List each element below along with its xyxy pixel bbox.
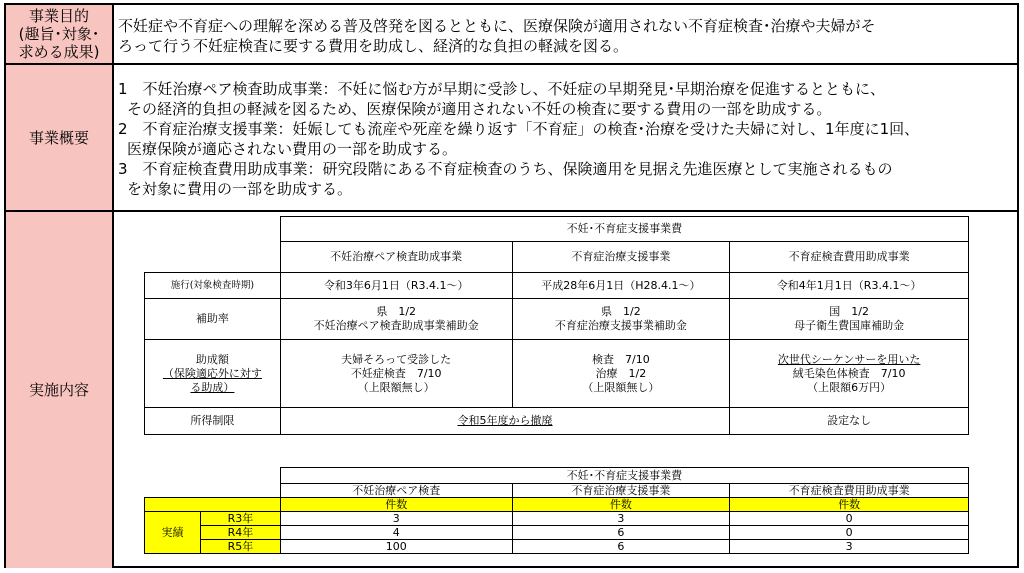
cell-line: （保険適応外に対す [162,366,262,380]
blank-cell [145,242,281,273]
document-frame [4,3,1019,568]
cell-line: 絨毛染色体検査 7/10 [792,366,906,380]
table-cell [512,299,730,340]
group-header: 不妊･不育症支援事業費 [280,217,968,242]
overview-content [118,65,1009,210]
results-table [144,467,969,554]
table-cell: 6 [512,540,730,554]
overview-label-text: 事業概要 [28,128,89,147]
column-header: 不妊治療ペア検査助成事業 [280,242,512,273]
cell-line: 不妊治療ペア検査助成事業補助金 [313,319,479,332]
overview-row [6,65,1017,212]
cell-line: 不育症治療支援事業補助金 [554,319,687,332]
row-label-period: 施行(対象検査時期) [145,273,281,299]
year-label: R5年 [200,540,280,554]
blank-cell [145,498,281,512]
year-label: R4年 [200,526,280,540]
table-cell: 3 [730,540,969,554]
row-label-amount [145,340,281,408]
overview-item [118,79,1009,119]
purpose-text-line: 不妊症や不育症への理解を深める普及啓発を図るとともに、医療保険が適用されない不育症検査･治療や夫婦がそ [118,17,876,35]
table-cell: 平成28年6月1日（H28.4.1～） [512,273,730,299]
overview-item [118,159,1009,199]
overview-item-line: を対象に費用の一部を助成する。 [127,180,353,198]
table-cell: 3 [512,512,730,526]
cell-line: 次世代シーケンサーを用いた [777,352,921,366]
details-label-text: 実施内容 [28,381,89,399]
column-header: 不育症治療支援事業 [512,242,730,273]
overview-item-line: 医療保険が適応されない費用の一部を助成する。 [127,140,458,158]
cell-line: 治療 1/2 [595,366,647,380]
row-label-income: 所得制限 [145,408,281,435]
table-cell [280,340,512,408]
blank-cell [145,468,281,484]
overview-item [118,119,1009,159]
table-cell: 令和3年6月1日（R3.4.1～） [280,273,512,299]
cell-line: 夫婦そろって受診した [341,352,452,366]
details-content [118,212,1009,568]
column-header: 不妊治療ペア検査 [280,484,512,498]
year-label: R3年 [200,512,280,526]
table-cell: 100 [280,540,512,554]
table-cell: 0 [730,526,969,540]
column-header: 不育症検査費用助成事業 [730,484,969,498]
cell-line: 県 1/2 [376,305,417,318]
purpose-label-line: 事業目的 [28,7,89,25]
purpose-label-line: (趣旨･対象･ [18,25,100,43]
purpose-text-line: ろって行う不妊症検査に要する費用を助成し、経済的な負担の軽減を図る。 [118,37,629,55]
table-cell: 令和4年1月1日（R3.4.1～） [730,273,969,299]
cell-line: 母子衛生費国庫補助金 [794,319,905,332]
table-cell: 0 [730,512,969,526]
count-header: 件数 [730,498,969,512]
table-cell [280,299,512,340]
details-row [6,212,1017,568]
count-header: 件数 [280,498,512,512]
results-group-label: 実績 [145,512,201,554]
overview-item-line: 2 不育症治療支援事業：妊娠しても流産や死産を繰り返す「不育症」の検査･治療を受けた夫婦に対し、1年度に1回、 [118,120,920,138]
purpose-row [6,5,1017,65]
blank-cell [145,217,281,242]
overview-label [6,65,114,210]
table-cell [730,299,969,340]
program-table [144,216,969,435]
cell-line: 検査 7/10 [592,352,650,366]
table-cell: 6 [512,526,730,540]
purpose-label [6,5,114,63]
cell-line: 助成額 [195,352,229,366]
overview-item-line: 3 不育症検査費用助成事業：研究段階にある不育症検査のうち、保険適用を見据え先進医療として実施されるもの [118,160,893,178]
table-cell: 令和5年度から撤廃 [280,408,729,435]
blank-cell [145,484,281,498]
cell-line: （上限額無し） [357,380,435,394]
column-header: 不育症治療支援事業 [512,484,730,498]
cell-line: 不妊症検査 7/10 [350,366,442,380]
cell-line: （上限額6万円） [807,380,892,394]
group-header: 不妊･不育症支援事業費 [280,468,968,484]
cell-line: る助成） [190,380,235,394]
table-cell [512,340,730,408]
cell-line: （上限額無し） [582,380,660,394]
table-cell [730,340,969,408]
overview-item-line: 1 不妊治療ペア検査助成事業：不妊に悩む方が早期に受診し、不妊症の早期発見･早期治療を促進するとともに、 [118,80,886,98]
count-header: 件数 [512,498,730,512]
table-cell: 設定なし [730,408,969,435]
purpose-text [118,5,1009,63]
overview-item-line: その経済的負担の軽減を図るため、医療保険が適用されない不妊の検査に要する費用の一部を助成する。 [127,100,832,118]
table-cell: 4 [280,526,512,540]
row-label-rate: 補助率 [145,299,281,340]
cell-line: 県 1/2 [601,305,641,318]
purpose-label-line: 求める成果) [18,43,100,61]
cell-line: 国 1/2 [829,305,869,318]
column-header: 不育症検査費用助成事業 [730,242,969,273]
table-cell: 3 [280,512,512,526]
details-label [6,212,114,568]
